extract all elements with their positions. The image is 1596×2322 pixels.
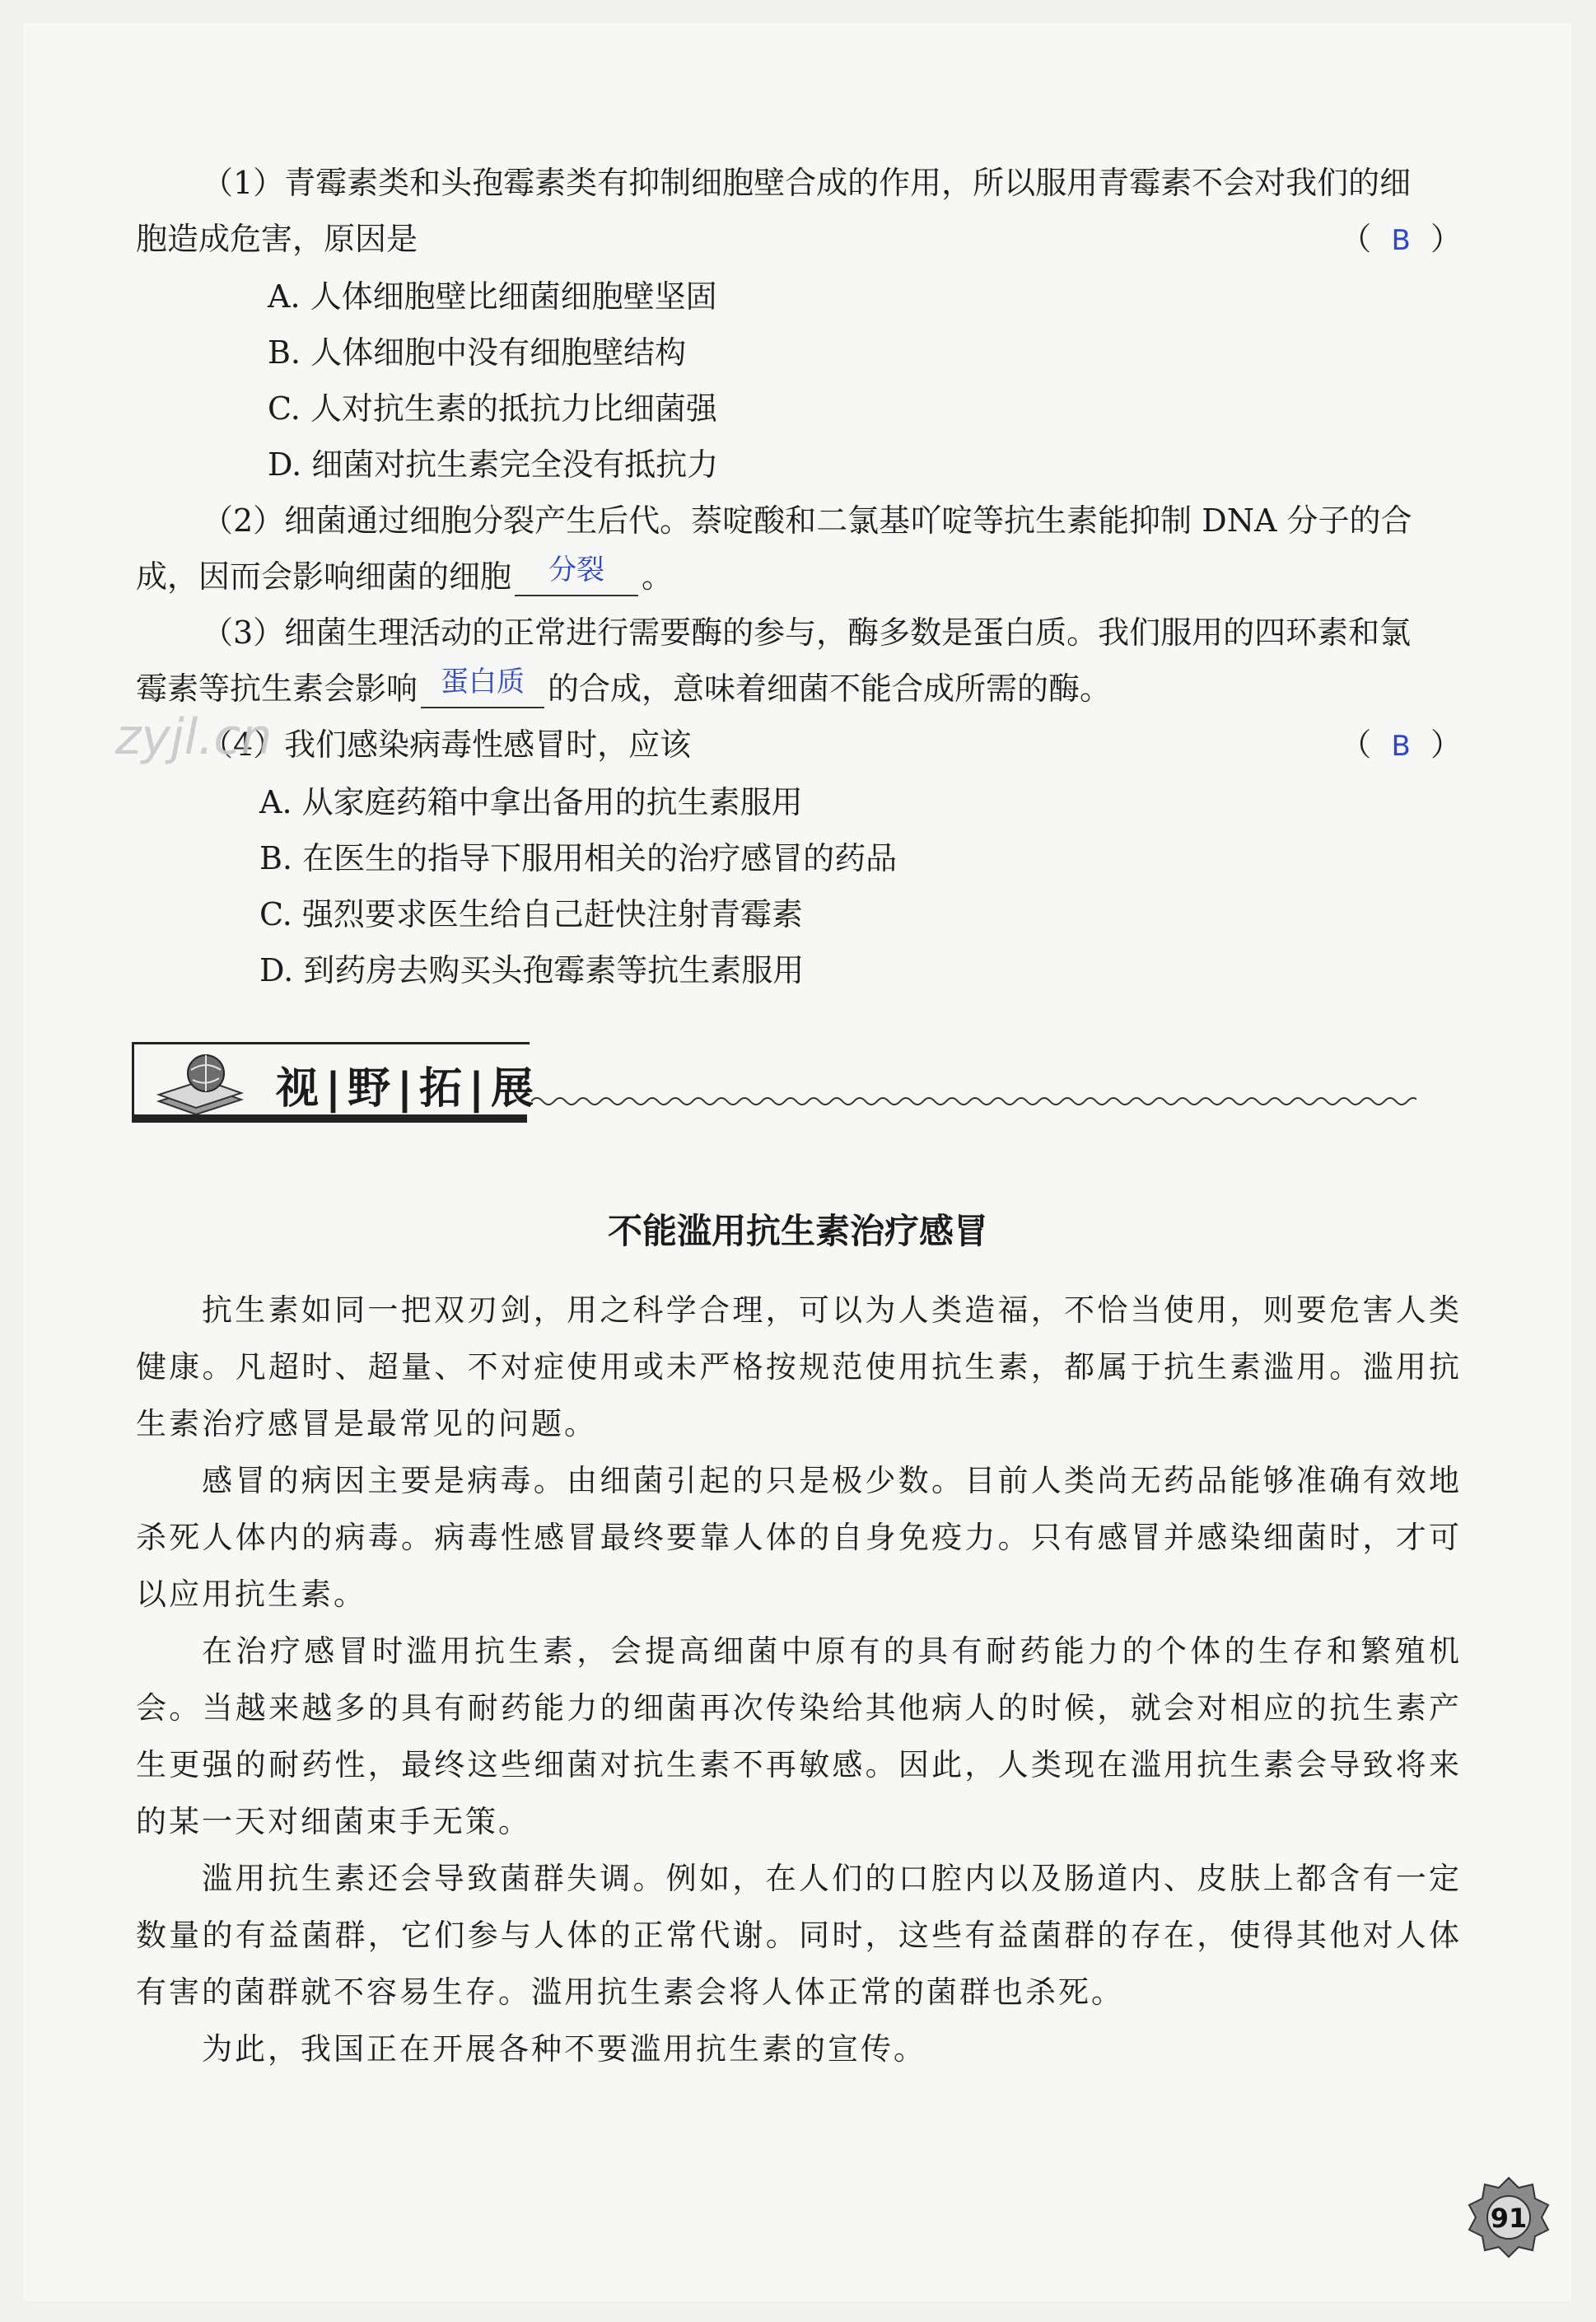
q1-answer-bracket: （ B ） [1340, 221, 1462, 257]
q3-blank-answer: 蛋白质 [441, 666, 525, 698]
article-body [136, 1282, 1462, 2077]
q1-option-a: A. 人体细胞壁比细菌细胞壁坚固 [268, 278, 717, 315]
article-paragraph: 为此，我国正在开展各种不要滥用抗生素的宣传。 [202, 2031, 926, 2067]
q3-blank [421, 666, 544, 708]
q4-answer-bracket: （ B ） [1340, 727, 1462, 763]
page-number: 91 [1490, 2203, 1528, 2234]
q1-stem-line2: 胞造成危害，原因是 [136, 221, 418, 257]
q4-option-b: B. 在医生的指导下服用相关的治疗感冒的药品 [259, 840, 898, 876]
q3-stem-line2: 霉素等抗生素会影响 蛋白质 的合成，意味着细菌不能合成所需的酶。 [136, 666, 1112, 707]
article-paragraph: 滥用抗生素还会导致菌群失调。例如，在人们的口腔内以及肠道内、皮肤上都含有一定数量的有益菌群，它们参与人体的正常代谢。同时，这些有益菌群的存在，使得其他对人体有害的菌群就不容易生存。滥用抗生素会将人体正常的菌群也杀死。 [136, 1861, 1462, 2010]
questions-block [136, 155, 1462, 998]
q2-blank [515, 554, 638, 596]
q1-stem-line2-row [136, 211, 1462, 269]
q2-stem-line2: 成，因而会影响细菌的细胞 分裂 。 [136, 554, 674, 595]
q1-stem-line1: （1）青霉素类和头孢霉素类有抑制细胞壁合成的作用，所以服用青霉素不会对我们的细 [202, 165, 1412, 201]
article-paragraph: 抗生素如同一把双刃剑，用之科学合理，可以为人类造福，不恰当使用，则要危害人类健康。凡超时、超量、不对症使用或未严格按规范使用抗生素，都属于抗生素滥用。滥用抗生素治疗感冒是最常见的问题。 [136, 1292, 1462, 1441]
section-banner [132, 1042, 1416, 1124]
q1-option-c: C. 人对抗生素的抵抗力比细菌强 [268, 390, 717, 427]
q4-stem-row [136, 717, 1462, 774]
q1-option-b: B. 人体细胞中没有细胞壁结构 [268, 334, 687, 371]
q3-stem-line1: （3）细菌生理活动的正常进行需要酶的参与，酶多数是蛋白质。我们服用的四环素和氯 [202, 614, 1412, 651]
q4-option-d: D. 到药房去购买头孢霉素等抗生素服用 [259, 952, 805, 988]
q2-stem-line1: （2）细菌通过细胞分裂产生后代。萘啶酸和二氯基吖啶等抗生素能抑制 DNA 分子的合 [202, 502, 1412, 539]
q1-answer: B [1391, 224, 1411, 257]
q4-option-a: A. 从家庭药箱中拿出备用的抗生素服用 [259, 784, 803, 820]
q2-blank-answer: 分裂 [548, 554, 605, 586]
wavy-rule [531, 1093, 1416, 1110]
book-globe-icon [155, 1052, 245, 1114]
banner-underline [132, 1114, 527, 1123]
q4-option-c: C. 强烈要求医生给自己赶快注射青霉素 [259, 896, 803, 932]
article-title: 不能滥用抗生素治疗感冒 [607, 1211, 988, 1251]
article-paragraph: 感冒的病因主要是病毒。由细菌引起的只是极少数。目前人类尚无药品能够准确有效地杀死人体内的病毒。病毒性感冒最终要靠人体的自身免疫力。只有感冒并感染细菌时，才可以应用抗生素。 [136, 1463, 1462, 1612]
article-paragraph: 在治疗感冒时滥用抗生素，会提高细菌中原有的具有耐药能力的个体的生存和繁殖机会。当越来越多的具有耐药能力的细菌再次传染给其他病人的时候，就会对相应的抗生素产生更强的耐药性，最终这些细菌对抗生素不再敏感。因此，人类现在滥用抗生素会导致将来的某一天对细菌束手无策。 [136, 1633, 1462, 1839]
watermark: zyjl.cn [115, 708, 273, 766]
q4-stem: （4）我们感染病毒性感冒时，应该 [202, 727, 692, 763]
page-number-badge [1468, 2176, 1550, 2259]
section-title: 视|野|拓|展 [276, 1064, 540, 1114]
q1-option-d: D. 细菌对抗生素完全没有抵抗力 [268, 446, 719, 483]
q4-answer: B [1391, 730, 1411, 763]
